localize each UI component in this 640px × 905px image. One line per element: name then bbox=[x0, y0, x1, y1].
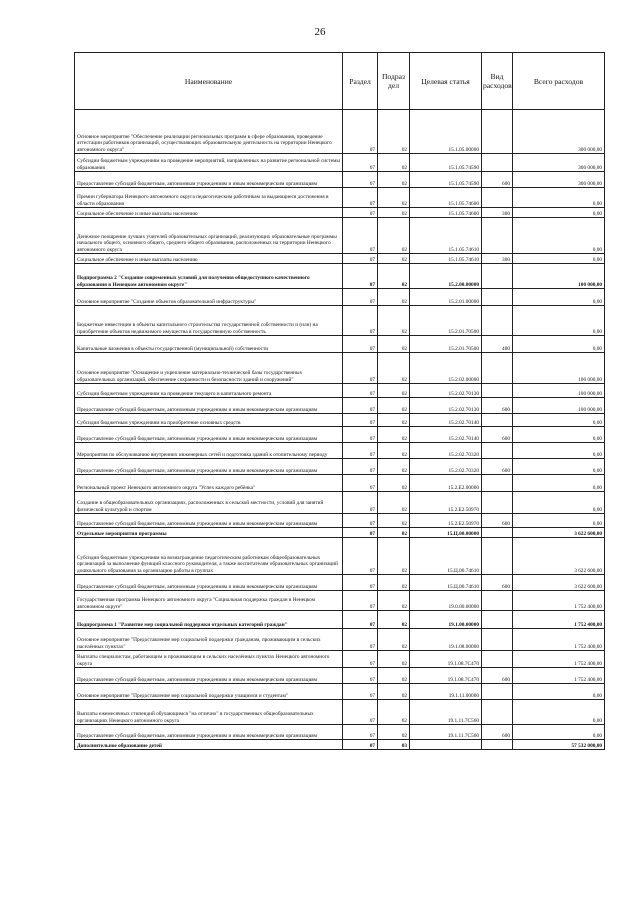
row-section-cell: 07 bbox=[343, 575, 378, 591]
row-name-cell: Основное мероприятие "Создание объектов образовательной инфраструктуры" bbox=[75, 289, 343, 306]
row-article-cell: 15.2.02.70130 bbox=[410, 384, 482, 398]
row-total-cell: 0,00 bbox=[513, 443, 605, 459]
page-number: 26 bbox=[314, 26, 326, 38]
table-row bbox=[75, 218, 605, 254]
row-section-cell: 07 bbox=[343, 538, 378, 575]
row-section-cell: 07 bbox=[343, 528, 378, 538]
row-section-cell: 07 bbox=[343, 384, 378, 398]
row-total-cell: 0,00 bbox=[513, 289, 605, 306]
row-subsection-cell: 02 bbox=[378, 528, 410, 538]
row-article-cell: 15.2.02.70320 bbox=[410, 443, 482, 459]
table-row bbox=[75, 475, 605, 492]
row-subsection-cell: 02 bbox=[378, 218, 410, 254]
row-subsection-cell: 02 bbox=[378, 264, 410, 289]
row-name-cell: Предоставление субсидий бюджетным, автономным учреждениям и иным некоммерческим организациям bbox=[75, 427, 343, 443]
row-name-cell: Дополнительное образование детей bbox=[75, 740, 343, 750]
row-type-cell bbox=[482, 611, 513, 629]
row-name-cell: Основное мероприятие "Оснащение и укрепление материально-технической базы государственных образовательных организаций, обеспечение сохранности и безопасности зданий и сооружений" bbox=[75, 353, 343, 384]
row-subsection-cell: 02 bbox=[378, 443, 410, 459]
row-name-cell: Государственная программа Ненецкого автономного округа "Социальная поддержка граждан в Ненецком автономном округе" bbox=[75, 591, 343, 611]
table-row bbox=[75, 398, 605, 414]
row-subsection-cell: 02 bbox=[378, 684, 410, 700]
row-total-cell: 100 000,00 bbox=[513, 384, 605, 398]
row-name-cell: Премии губернатора Ненецкого автономного округа педагогическим работникам за выдающиеся достижения в области образования bbox=[75, 188, 343, 208]
table-row bbox=[75, 172, 605, 188]
row-total-cell: 3 622 600,00 bbox=[513, 528, 605, 538]
row-subsection-cell: 02 bbox=[378, 254, 410, 264]
table-row bbox=[75, 528, 605, 538]
row-section-cell: 07 bbox=[343, 398, 378, 414]
row-article-cell: 15.Ц.00.00000 bbox=[410, 528, 482, 538]
row-type-cell bbox=[482, 528, 513, 538]
row-section-cell: 07 bbox=[343, 629, 378, 651]
row-subsection-cell: 02 bbox=[378, 725, 410, 740]
table-row bbox=[75, 264, 605, 289]
row-name-cell: Субсидии бюджетным учреждениям на вознаграждение педагогическим работникам общеобразовательных организаций за выполнение функций классного руководителя, а также воспитателям образовательных организаций дошкольного образования за организацию работы в группах bbox=[75, 538, 343, 575]
row-section-cell: 07 bbox=[343, 611, 378, 629]
row-name-cell: Субсидии бюджетным учреждениям на проведение текущего и капитального ремонта bbox=[75, 384, 343, 398]
row-type-cell: 600 bbox=[482, 668, 513, 684]
row-article-cell: 19.1.08.7С470 bbox=[410, 668, 482, 684]
table-row bbox=[75, 188, 605, 208]
row-total-cell: 100 000,00 bbox=[513, 264, 605, 289]
row-section-cell: 07 bbox=[343, 700, 378, 725]
row-section-cell: 07 bbox=[343, 492, 378, 514]
row-section-cell: 07 bbox=[343, 684, 378, 700]
row-name-cell: Предоставление субсидий бюджетным, автономным учреждениям и иным некоммерческим организациям bbox=[75, 575, 343, 591]
row-section-cell: 07 bbox=[343, 353, 378, 384]
row-subsection-cell: 02 bbox=[378, 427, 410, 443]
table-row bbox=[75, 492, 605, 514]
row-name-cell: Выплаты специалистам, работающим и проживающим в сельских населённых пунктах Ненецкого автономного округа bbox=[75, 651, 343, 668]
row-article-cell: 15.2.00.00000 bbox=[410, 264, 482, 289]
row-subsection-cell: 02 bbox=[378, 514, 410, 528]
row-total-cell: 300 000,00 bbox=[513, 172, 605, 188]
row-type-cell bbox=[482, 289, 513, 306]
table-row bbox=[75, 353, 605, 384]
row-subsection-cell: 02 bbox=[378, 651, 410, 668]
row-type-cell: 400 bbox=[482, 336, 513, 353]
row-total-cell: 0,00 bbox=[513, 427, 605, 443]
row-section-cell: 07 bbox=[343, 172, 378, 188]
table-row bbox=[75, 651, 605, 668]
row-name-cell: Предоставление субсидий бюджетным, автономным учреждениям и иным некоммерческим организациям bbox=[75, 172, 343, 188]
row-type-cell bbox=[482, 188, 513, 208]
row-type-cell bbox=[482, 110, 513, 154]
row-total-cell: 57 532 000,00 bbox=[513, 740, 605, 750]
row-article-cell: 19.1.11.00000 bbox=[410, 684, 482, 700]
row-section-cell: 07 bbox=[343, 289, 378, 306]
row-name-cell: Социальное обеспечение и иные выплаты населению bbox=[75, 208, 343, 218]
row-name-cell: Подпрограмма 1 "Развитие мер социальной поддержки отдельных категорий граждан" bbox=[75, 611, 343, 629]
row-subsection-cell: 02 bbox=[378, 668, 410, 684]
row-type-cell: 600 bbox=[482, 459, 513, 475]
row-total-cell: 1 752 400,00 bbox=[513, 611, 605, 629]
row-article-cell: 15.Ц.00.74610 bbox=[410, 575, 482, 591]
table-row bbox=[75, 629, 605, 651]
row-subsection-cell: 02 bbox=[378, 384, 410, 398]
row-subsection-cell: 02 bbox=[378, 336, 410, 353]
row-subsection-cell: 02 bbox=[378, 538, 410, 575]
table-row bbox=[75, 254, 605, 264]
table-row bbox=[75, 700, 605, 725]
row-type-cell bbox=[482, 414, 513, 427]
table-row bbox=[75, 668, 605, 684]
row-section-cell: 07 bbox=[343, 725, 378, 740]
row-total-cell: 0,00 bbox=[513, 725, 605, 740]
row-article-cell: 15.1.05.74600 bbox=[410, 208, 482, 218]
table-body bbox=[75, 110, 605, 750]
row-total-cell: 300 000,00 bbox=[513, 154, 605, 172]
row-total-cell: 0,00 bbox=[513, 306, 605, 336]
row-name-cell: Основное мероприятие "Предоставление мер социальной поддержки гражданам, проживающим в сельских населённых пунктах" bbox=[75, 629, 343, 651]
row-section-cell: 07 bbox=[343, 188, 378, 208]
row-article-cell: 19.1.08.00000 bbox=[410, 629, 482, 651]
row-name-cell: Предоставление субсидий бюджетным, автономным учреждениям и иным некоммерческим организациям bbox=[75, 668, 343, 684]
table-row bbox=[75, 538, 605, 575]
row-total-cell: 0,00 bbox=[513, 218, 605, 254]
row-section-cell: 07 bbox=[343, 336, 378, 353]
row-article-cell: 15.2.02.70140 bbox=[410, 427, 482, 443]
row-type-cell: 600 bbox=[482, 725, 513, 740]
row-total-cell: 0,00 bbox=[513, 492, 605, 514]
row-section-cell: 07 bbox=[343, 254, 378, 264]
row-type-cell bbox=[482, 591, 513, 611]
row-total-cell: 3 622 600,00 bbox=[513, 575, 605, 591]
row-article-cell: 15.2.E2.50970 bbox=[410, 492, 482, 514]
row-total-cell: 1 752 400,00 bbox=[513, 629, 605, 651]
row-name-cell: Предоставление субсидий бюджетным, автономным учреждениям и иным некоммерческим организациям bbox=[75, 725, 343, 740]
row-total-cell: 0,00 bbox=[513, 514, 605, 528]
row-subsection-cell: 02 bbox=[378, 475, 410, 492]
row-type-cell: 600 bbox=[482, 427, 513, 443]
row-total-cell: 0,00 bbox=[513, 254, 605, 264]
row-total-cell: 1 752 400,00 bbox=[513, 651, 605, 668]
row-section-cell: 07 bbox=[343, 110, 378, 154]
row-total-cell: 0,00 bbox=[513, 475, 605, 492]
row-article-cell: 15.2.E2.50970 bbox=[410, 514, 482, 528]
row-total-cell: 0,00 bbox=[513, 684, 605, 700]
row-name-cell: Основное мероприятие "Обеспечение реализации региональных программ в сфере образования, проведение аттестации работников организаций, осуществляющих образовательную деятельность на территории Ненецкого автономного округа" bbox=[75, 110, 343, 154]
row-type-cell bbox=[482, 492, 513, 514]
table-row bbox=[75, 154, 605, 172]
row-section-cell: 07 bbox=[343, 154, 378, 172]
column-header-section: Раздел bbox=[343, 53, 378, 110]
budget-table bbox=[74, 52, 605, 750]
table-row bbox=[75, 611, 605, 629]
row-type-cell: 600 bbox=[482, 514, 513, 528]
row-section-cell: 07 bbox=[343, 306, 378, 336]
row-name-cell: Социальное обеспечение и иные выплаты населению bbox=[75, 254, 343, 264]
row-article-cell: 15.2.02.70130 bbox=[410, 398, 482, 414]
row-type-cell bbox=[482, 353, 513, 384]
table-row bbox=[75, 110, 605, 154]
row-subsection-cell: 03 bbox=[378, 740, 410, 750]
row-subsection-cell: 02 bbox=[378, 492, 410, 514]
row-name-cell: Предоставление субсидий бюджетным, автономным учреждениям и иным некоммерческим организациям bbox=[75, 459, 343, 475]
row-subsection-cell: 02 bbox=[378, 188, 410, 208]
row-article-cell: 15.2.01.70500 bbox=[410, 306, 482, 336]
row-type-cell bbox=[482, 684, 513, 700]
row-subsection-cell: 02 bbox=[378, 575, 410, 591]
row-section-cell: 07 bbox=[343, 208, 378, 218]
table-row bbox=[75, 289, 605, 306]
row-total-cell: 0,00 bbox=[513, 208, 605, 218]
row-article-cell: 15.2.02.70320 bbox=[410, 459, 482, 475]
row-subsection-cell: 02 bbox=[378, 110, 410, 154]
row-section-cell: 07 bbox=[343, 218, 378, 254]
row-type-cell bbox=[482, 154, 513, 172]
row-total-cell: 0,00 bbox=[513, 414, 605, 427]
row-subsection-cell: 02 bbox=[378, 353, 410, 384]
row-name-cell: Отдельные мероприятия программы bbox=[75, 528, 343, 538]
row-total-cell: 0,00 bbox=[513, 459, 605, 475]
row-name-cell: Бюджетные инвестиции в объекты капитального строительства государственной собственности и (или) на приобретение объектов недвижимого имущества в государственную собственность bbox=[75, 306, 343, 336]
row-type-cell bbox=[482, 264, 513, 289]
row-article-cell: 19.1.08.7С470 bbox=[410, 651, 482, 668]
row-name-cell: Предоставление субсидий бюджетным, автономным учреждениям и иным некоммерческим организациям bbox=[75, 514, 343, 528]
row-article-cell: 19.1.11.7С560 bbox=[410, 700, 482, 725]
row-subsection-cell: 02 bbox=[378, 591, 410, 611]
row-type-cell: 600 bbox=[482, 172, 513, 188]
row-subsection-cell: 02 bbox=[378, 629, 410, 651]
row-name-cell: Выплаты ежемесячных стипендий обучающимся "на отлично" в государственных общеобразовательных организациях Ненецкого автономного округа bbox=[75, 700, 343, 725]
table-row bbox=[75, 443, 605, 459]
table-row bbox=[75, 575, 605, 591]
row-article-cell: 15.1.05.74600 bbox=[410, 188, 482, 208]
row-article-cell: 15.1.05.00000 bbox=[410, 110, 482, 154]
row-type-cell bbox=[482, 443, 513, 459]
row-type-cell: 300 bbox=[482, 254, 513, 264]
row-section-cell: 07 bbox=[343, 740, 378, 750]
row-name-cell: Создание в общеобразовательных организациях, расположенных в сельской местности, условий для занятий физической культурой и спортом bbox=[75, 492, 343, 514]
column-header-article: Целевая статья bbox=[410, 53, 482, 110]
row-article-cell: 19.1.00.00000 bbox=[410, 611, 482, 629]
table-row bbox=[75, 306, 605, 336]
row-type-cell bbox=[482, 700, 513, 725]
row-name-cell: Подпрограмма 2 "Создание современных условий для получения общедоступного качественного образования в Ненецком автономном округе" bbox=[75, 264, 343, 289]
row-article-cell: 15.1.05.74610 bbox=[410, 254, 482, 264]
row-total-cell: 0,00 bbox=[513, 700, 605, 725]
row-name-cell: Капитальные вложения в объекты государственной (муниципальной) собственности bbox=[75, 336, 343, 353]
row-article-cell: 15.2.01.00000 bbox=[410, 289, 482, 306]
row-type-cell: 600 bbox=[482, 575, 513, 591]
row-section-cell: 07 bbox=[343, 651, 378, 668]
row-total-cell: 100 000,00 bbox=[513, 398, 605, 414]
row-subsection-cell: 02 bbox=[378, 289, 410, 306]
table-row bbox=[75, 740, 605, 750]
row-name-cell: Мероприятия по обслуживанию внутренних инженерных сетей и подготовка зданий к отопительному периоду bbox=[75, 443, 343, 459]
row-subsection-cell: 02 bbox=[378, 208, 410, 218]
row-article-cell: 15.1.05.74590 bbox=[410, 154, 482, 172]
row-type-cell bbox=[482, 475, 513, 492]
row-article-cell: 15.2.02.00000 bbox=[410, 353, 482, 384]
row-total-cell: 1 752 400,00 bbox=[513, 591, 605, 611]
row-article-cell: 15.2.E2.00000 bbox=[410, 475, 482, 492]
column-header-subsection: Подраз дел bbox=[378, 53, 410, 110]
row-article-cell: 19.1.11.7С560 bbox=[410, 725, 482, 740]
row-total-cell: 1 752 400,00 bbox=[513, 668, 605, 684]
row-type-cell bbox=[482, 538, 513, 575]
row-subsection-cell: 02 bbox=[378, 414, 410, 427]
row-total-cell: 300 000,00 bbox=[513, 110, 605, 154]
row-subsection-cell: 02 bbox=[378, 172, 410, 188]
column-header-total: Всего расходов bbox=[513, 53, 605, 110]
row-article-cell: 19.0.00.00000 bbox=[410, 591, 482, 611]
row-article-cell: 15.Ц.00.74610 bbox=[410, 538, 482, 575]
row-subsection-cell: 02 bbox=[378, 398, 410, 414]
column-header-type: Вид расходов bbox=[482, 53, 513, 110]
row-type-cell: 600 bbox=[482, 398, 513, 414]
row-type-cell bbox=[482, 384, 513, 398]
row-article-cell: 15.2.02.70140 bbox=[410, 414, 482, 427]
row-subsection-cell: 02 bbox=[378, 154, 410, 172]
row-subsection-cell: 02 bbox=[378, 700, 410, 725]
row-subsection-cell: 02 bbox=[378, 611, 410, 629]
row-type-cell bbox=[482, 651, 513, 668]
row-total-cell: 0,00 bbox=[513, 188, 605, 208]
row-section-cell: 07 bbox=[343, 443, 378, 459]
row-type-cell bbox=[482, 306, 513, 336]
column-header-name: Наименование bbox=[75, 53, 343, 110]
table-row bbox=[75, 336, 605, 353]
table-header-row bbox=[75, 53, 605, 110]
row-type-cell bbox=[482, 629, 513, 651]
row-subsection-cell: 02 bbox=[378, 306, 410, 336]
table-row bbox=[75, 427, 605, 443]
table-row bbox=[75, 514, 605, 528]
row-name-cell: Субсидии бюджетным учреждениям на проведение мероприятий, направленных на развитие региональной системы образования bbox=[75, 154, 343, 172]
row-section-cell: 07 bbox=[343, 427, 378, 443]
row-type-cell bbox=[482, 740, 513, 750]
row-article-cell: 15.1.05.74610 bbox=[410, 218, 482, 254]
row-total-cell: 100 000,00 bbox=[513, 353, 605, 384]
row-name-cell: Субсидии бюджетным учреждениям на приобретение основных средств bbox=[75, 414, 343, 427]
row-section-cell: 07 bbox=[343, 668, 378, 684]
row-section-cell: 07 bbox=[343, 459, 378, 475]
row-section-cell: 07 bbox=[343, 591, 378, 611]
row-article-cell: 15.2.01.70500 bbox=[410, 336, 482, 353]
row-section-cell: 07 bbox=[343, 264, 378, 289]
table-row bbox=[75, 384, 605, 398]
table-row bbox=[75, 684, 605, 700]
row-subsection-cell: 02 bbox=[378, 459, 410, 475]
table-row bbox=[75, 725, 605, 740]
row-article-cell: 15.1.05.74590 bbox=[410, 172, 482, 188]
table-row bbox=[75, 414, 605, 427]
row-section-cell: 07 bbox=[343, 475, 378, 492]
row-name-cell: Региональный проект Ненецкого автономного округа "Успех каждого ребёнка" bbox=[75, 475, 343, 492]
row-name-cell: Денежное поощрение лучших учителей образовательных организаций, реализующих образовательные программы начального общего, основного общего, среднего общего образования, расположенных на территории Ненецкого автономного округа bbox=[75, 218, 343, 254]
row-total-cell: 3 622 600,00 bbox=[513, 538, 605, 575]
table-row bbox=[75, 591, 605, 611]
row-type-cell: 300 bbox=[482, 208, 513, 218]
row-section-cell: 07 bbox=[343, 514, 378, 528]
table-row bbox=[75, 459, 605, 475]
row-type-cell bbox=[482, 218, 513, 254]
row-section-cell: 07 bbox=[343, 414, 378, 427]
table-row bbox=[75, 208, 605, 218]
row-total-cell: 0,00 bbox=[513, 336, 605, 353]
row-article-cell bbox=[410, 740, 482, 750]
row-name-cell: Основное мероприятие "Предоставление мер социальной поддержки учащимся и студентам" bbox=[75, 684, 343, 700]
row-name-cell: Предоставление субсидий бюджетным, автономным учреждениям и иным некоммерческим организациям bbox=[75, 398, 343, 414]
